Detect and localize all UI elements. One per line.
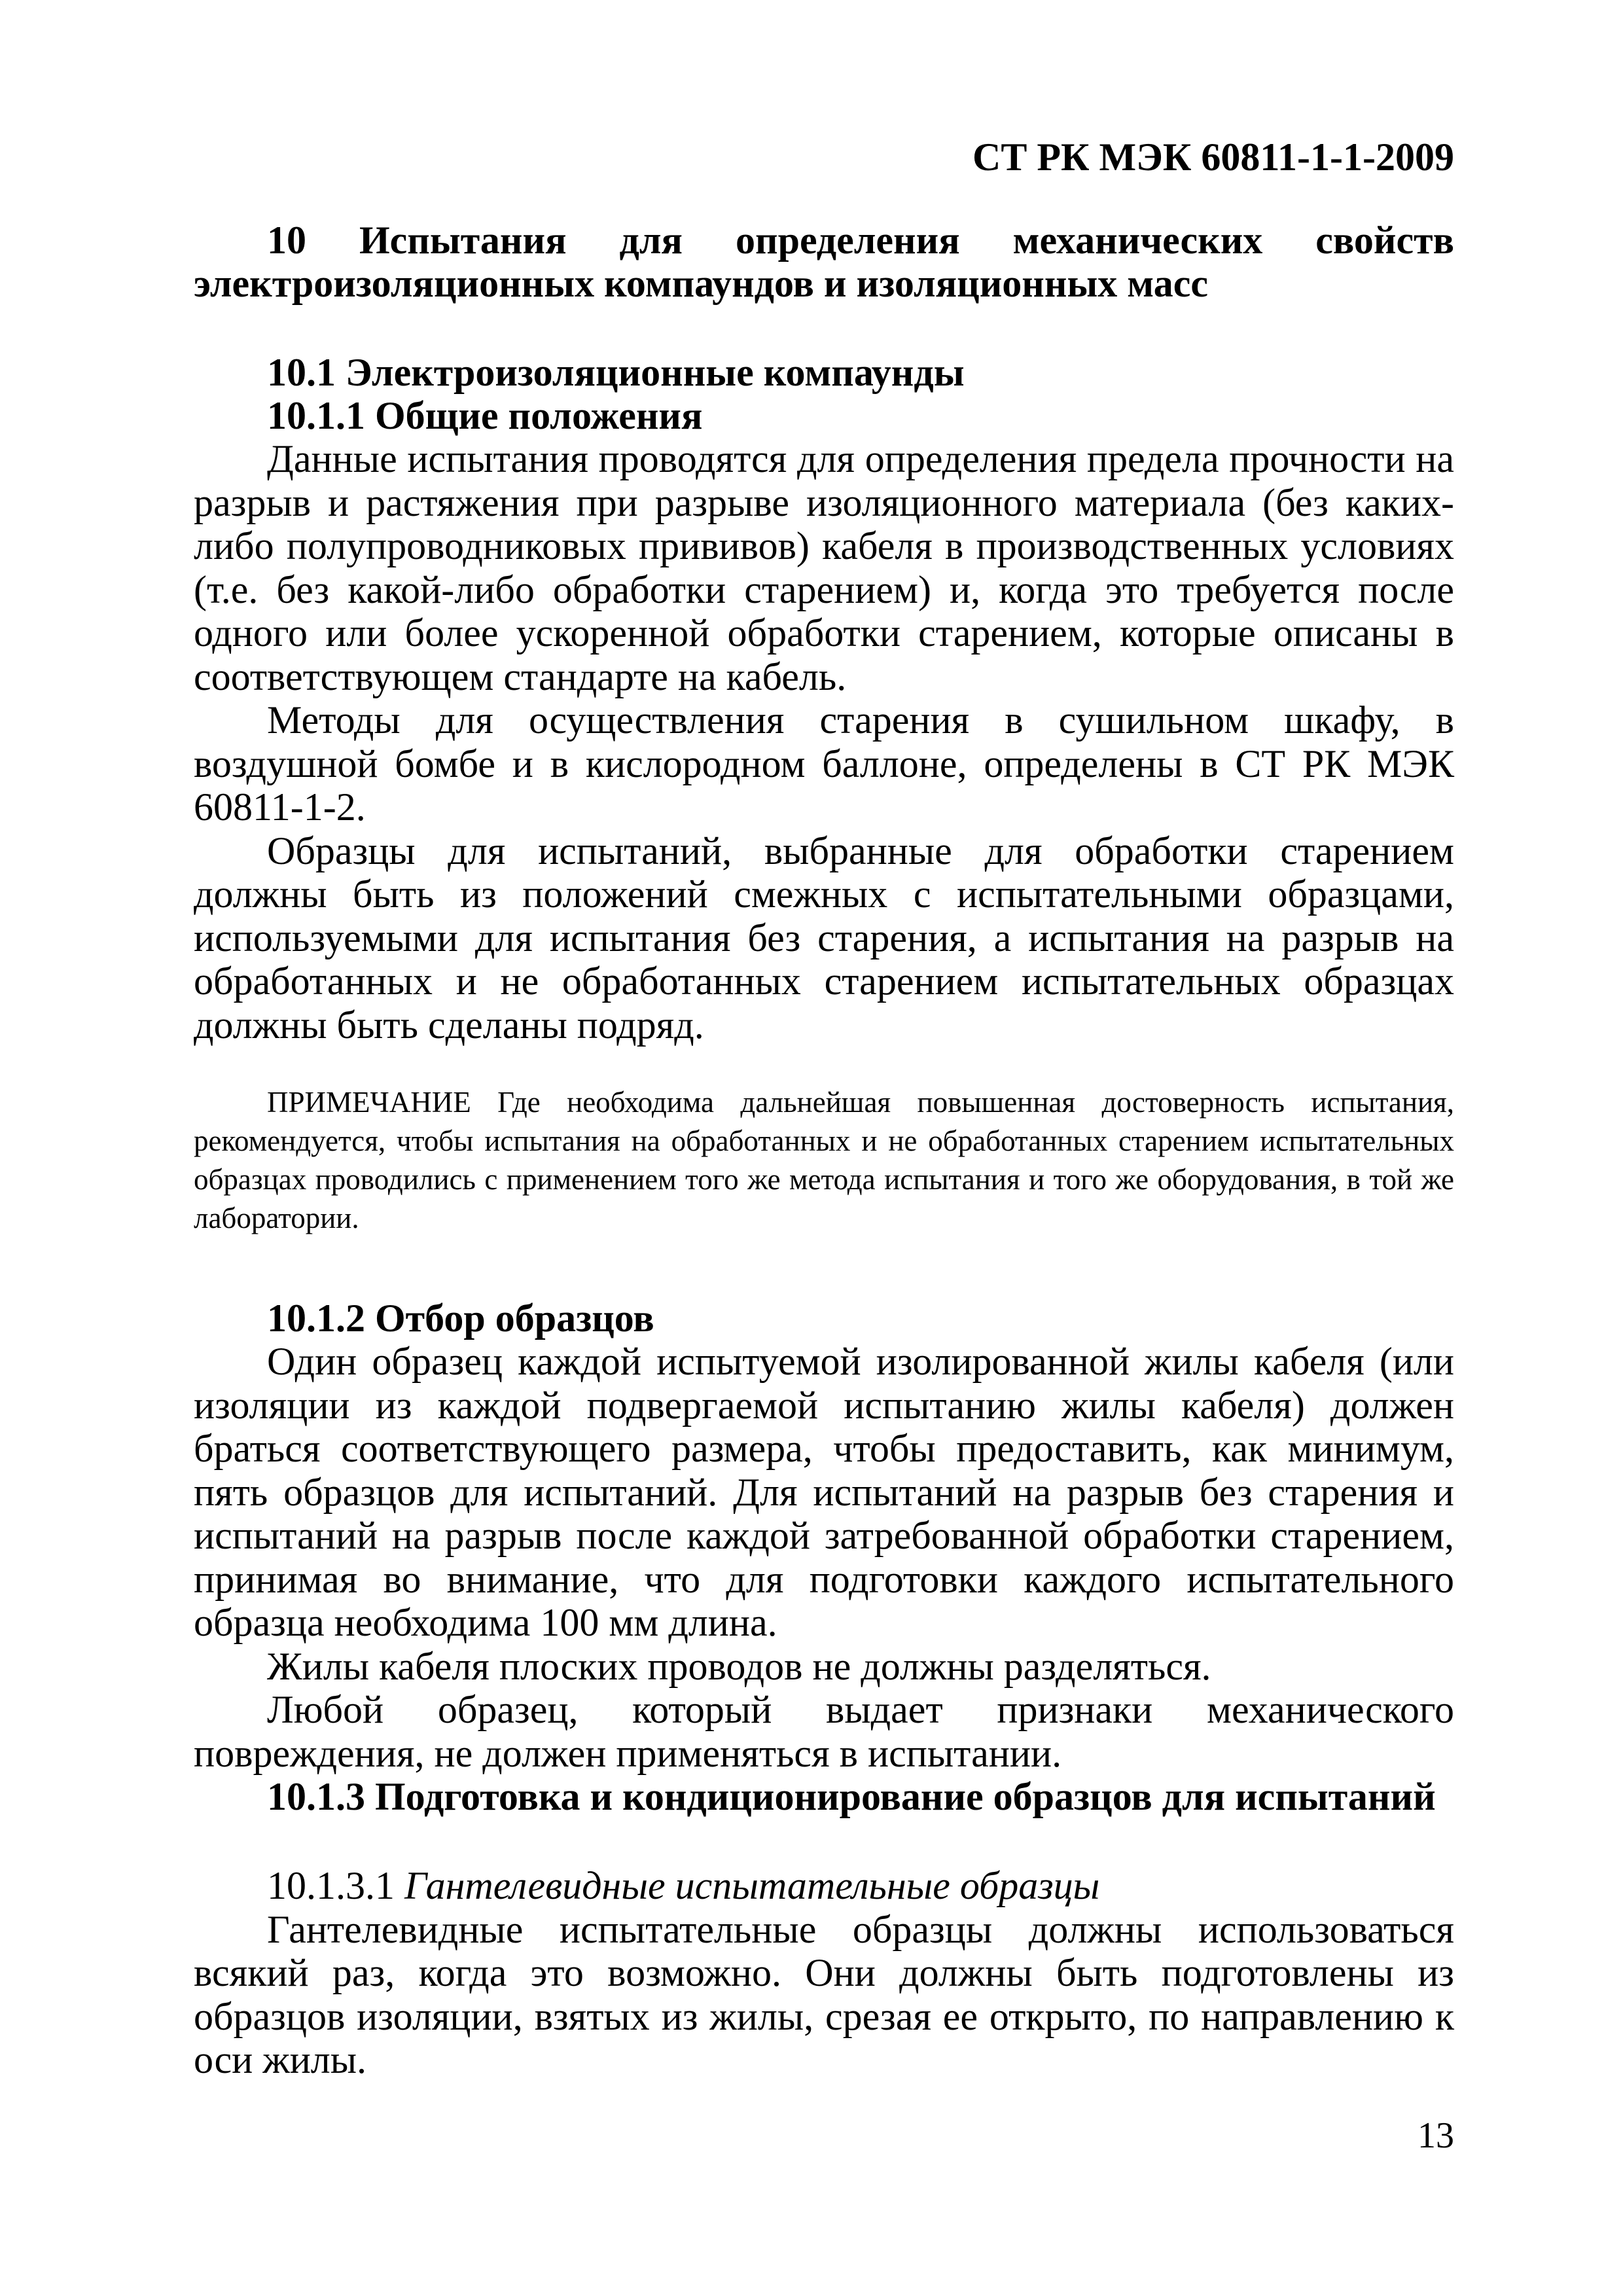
paragraph: Один образец каждой испытуемой изолированной жилы кабеля (или изоляции из каждой подвергаемой испытанию жилы кабеля) должен браться соответствующего размера, чтобы предоставить, как минимум, пять образцов для испытаний. Для испытаний на разрыв без старения и испытаний на разрыв после каждой затребованной обработки старением, принимая во внимание, что для подготовки каждого испытательного образца необходима 100 мм длина. (194, 1340, 1454, 1644)
document-body (194, 219, 1454, 2082)
paragraph: Гантелевидные испытательные образцы должны использоваться всякий раз, когда это возможно. Они должны быть подготовлены из образцов изоляции, взятых из жилы, срезая ее открыто, по направлению к оси жилы. (194, 1907, 1454, 2081)
paragraph: Жилы кабеля плоских проводов не должны разделяться. (267, 1644, 1211, 1688)
note: ПРИМЕЧАНИЕ Где необходима дальнейшая повышенная достоверность испытания, рекомендуется, чтобы испытания на обработанных и не обработанных старением испытательных образцах проводились с применением того же метода испытания и того же оборудования, в той же лаборатории. (194, 1086, 1454, 1234)
clause-title: Гантелевидные испытательные образцы (404, 1864, 1100, 1907)
clause-heading-10-1-3: 10.1.3 Подготовка и кондиционирование образцов для испытаний (267, 1775, 1436, 1818)
clause-10-1-3-1-heading (194, 1864, 1454, 1908)
page-number: 13 (1418, 2115, 1454, 2156)
document-code: СТ РК МЭК 60811-1-1-2009 (972, 135, 1454, 179)
paragraph: Любой образец, который выдает признаки механического повреждения, не должен применяться в испытании. (194, 1688, 1454, 1775)
clause-number: 10.1.3.1 (267, 1864, 395, 1907)
clause-heading-10-1-1: 10.1.1 Общие положения (267, 394, 703, 437)
paragraph: Данные испытания проводятся для определения предела прочности на разрыв и растяжения при разрыве изоляционного материала (без каких-либо полупроводниковых прививов) кабеля в производственных условиях (т.е. без какой-либо обработки старением) и, когда это требуется после одного или более ускоренной обработки старением, которые описаны в соответствующем стандарте на кабель. (194, 437, 1454, 698)
paragraph: Методы для осуществления старения в сушильном шкафу, в воздушной бомбе и в кислородном баллоне, определены в СТ РК МЭК 60811-1-2. (194, 698, 1454, 829)
section-title: 10 Испытания для определения механических свойств электроизоляционных компаундов и изоляционных масс (194, 219, 1454, 305)
paragraph: Образцы для испытаний, выбранные для обработки старением должны быть из положений смежных с испытательными образцами, используемыми для испытания без старения, а испытания на разрыв на обработанных и не обработанных старением испытательных образцах должны быть сделаны подряд. (194, 829, 1454, 1047)
subsection-heading-10-1: 10.1 Электроизоляционные компаунды (267, 351, 965, 394)
clause-heading-10-1-2: 10.1.2 Отбор образцов (267, 1297, 654, 1340)
